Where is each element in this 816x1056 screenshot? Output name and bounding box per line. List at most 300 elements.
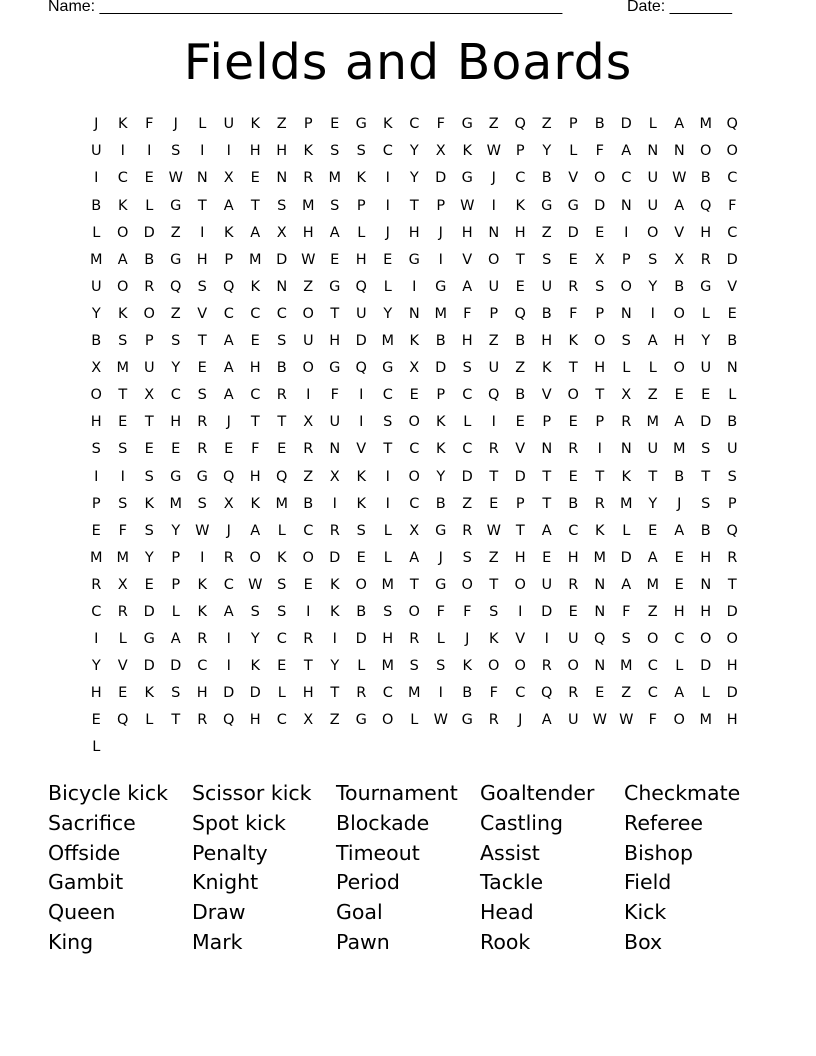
grid-letter[interactable]: N: [594, 576, 606, 593]
grid-letter[interactable]: O: [355, 576, 367, 593]
grid-letter[interactable]: K: [197, 576, 207, 593]
grid-letter[interactable]: B: [594, 116, 605, 133]
grid-letter[interactable]: S: [383, 414, 393, 431]
grid-letter[interactable]: U: [647, 170, 659, 187]
grid-letter[interactable]: W: [672, 170, 687, 187]
grid-letter[interactable]: T: [171, 712, 181, 729]
grid-letter[interactable]: Y: [330, 658, 340, 675]
grid-letter[interactable]: F: [118, 522, 127, 539]
grid-letter[interactable]: J: [226, 522, 231, 539]
grid-letter[interactable]: W: [168, 170, 183, 187]
name-field-label[interactable]: Name: ____________________________________________________: [48, 0, 563, 15]
grid-letter[interactable]: T: [303, 658, 313, 675]
grid-letter[interactable]: Z: [541, 116, 552, 133]
grid-letter[interactable]: C: [382, 387, 393, 404]
grid-letter[interactable]: T: [595, 387, 605, 404]
grid-letter[interactable]: S: [462, 549, 472, 566]
grid-letter[interactable]: C: [568, 522, 579, 539]
grid-letter[interactable]: X: [435, 143, 446, 160]
grid-letter[interactable]: S: [144, 468, 154, 485]
grid-letter[interactable]: S: [277, 197, 287, 214]
grid-letter[interactable]: K: [250, 278, 260, 295]
grid-letter[interactable]: U: [90, 143, 102, 160]
grid-letter[interactable]: R: [409, 631, 420, 648]
grid-letter[interactable]: O: [143, 305, 155, 322]
grid-letter[interactable]: F: [463, 305, 472, 322]
grid-letter[interactable]: W: [195, 522, 210, 539]
grid-letter[interactable]: H: [461, 333, 473, 350]
grid-letter[interactable]: W: [592, 712, 607, 729]
grid-letter[interactable]: U: [223, 116, 235, 133]
grid-letter[interactable]: E: [489, 495, 499, 512]
grid-letter[interactable]: D: [223, 685, 235, 702]
grid-letter[interactable]: C: [647, 658, 658, 675]
grid-letter[interactable]: L: [622, 522, 631, 539]
grid-letter[interactable]: Y: [542, 143, 552, 160]
grid-letter[interactable]: C: [727, 170, 738, 187]
grid-letter[interactable]: K: [144, 495, 154, 512]
grid-letter[interactable]: A: [621, 576, 632, 593]
grid-letter[interactable]: L: [728, 387, 737, 404]
grid-letter[interactable]: M: [381, 333, 394, 350]
grid-letter[interactable]: O: [408, 414, 420, 431]
grid-letter[interactable]: A: [223, 197, 234, 214]
grid-letter[interactable]: T: [383, 441, 393, 458]
grid-letter[interactable]: O: [673, 305, 685, 322]
grid-letter[interactable]: Y: [144, 549, 154, 566]
grid-letter[interactable]: Y: [171, 360, 181, 377]
grid-letter[interactable]: O: [117, 224, 129, 241]
grid-letter[interactable]: P: [621, 251, 631, 268]
grid-letter[interactable]: P: [224, 251, 234, 268]
grid-letter[interactable]: I: [624, 224, 629, 241]
grid-letter[interactable]: L: [118, 631, 127, 648]
grid-letter[interactable]: E: [250, 333, 260, 350]
grid-letter[interactable]: N: [488, 224, 500, 241]
grid-letter[interactable]: I: [438, 251, 443, 268]
grid-letter[interactable]: X: [91, 360, 102, 377]
grid-letter[interactable]: O: [673, 712, 685, 729]
grid-letter[interactable]: I: [200, 143, 205, 160]
grid-letter[interactable]: S: [621, 631, 631, 648]
grid-letter[interactable]: T: [701, 468, 711, 485]
grid-letter[interactable]: H: [249, 468, 261, 485]
grid-letter[interactable]: E: [118, 414, 128, 431]
grid-letter[interactable]: C: [250, 387, 261, 404]
grid-letter[interactable]: S: [171, 333, 181, 350]
grid-letter[interactable]: T: [648, 468, 658, 485]
grid-letter[interactable]: P: [171, 549, 181, 566]
grid-letter[interactable]: X: [594, 251, 605, 268]
grid-letter[interactable]: X: [409, 360, 420, 377]
grid-letter[interactable]: K: [462, 143, 472, 160]
grid-letter[interactable]: D: [170, 658, 182, 675]
grid-letter[interactable]: Y: [91, 305, 101, 322]
grid-letter[interactable]: K: [144, 685, 154, 702]
grid-letter[interactable]: V: [117, 658, 128, 675]
grid-letter[interactable]: L: [622, 360, 631, 377]
grid-letter[interactable]: E: [515, 278, 525, 295]
grid-letter[interactable]: K: [117, 305, 128, 322]
grid-letter[interactable]: C: [409, 495, 420, 512]
grid-letter[interactable]: O: [567, 658, 579, 675]
grid-letter[interactable]: H: [170, 414, 182, 431]
grid-letter[interactable]: H: [196, 685, 208, 702]
grid-letter[interactable]: S: [489, 603, 499, 620]
grid-letter[interactable]: E: [303, 576, 313, 593]
grid-letter[interactable]: K: [303, 143, 313, 160]
grid-letter[interactable]: A: [409, 549, 420, 566]
grid-letter[interactable]: C: [515, 685, 526, 702]
grid-letter[interactable]: O: [382, 712, 394, 729]
grid-letter[interactable]: B: [91, 197, 102, 214]
grid-letter[interactable]: S: [330, 143, 340, 160]
grid-letter[interactable]: S: [197, 278, 207, 295]
grid-letter[interactable]: T: [515, 522, 525, 539]
grid-letter[interactable]: T: [409, 576, 419, 593]
grid-letter[interactable]: E: [515, 414, 525, 431]
grid-letter[interactable]: L: [171, 603, 180, 620]
grid-letter[interactable]: C: [621, 170, 632, 187]
grid-letter[interactable]: E: [118, 685, 128, 702]
grid-letter[interactable]: S: [595, 278, 605, 295]
grid-letter[interactable]: S: [118, 495, 128, 512]
grid-letter[interactable]: H: [382, 631, 394, 648]
grid-letter[interactable]: A: [674, 685, 685, 702]
grid-letter[interactable]: T: [118, 387, 128, 404]
grid-letter[interactable]: Z: [170, 305, 181, 322]
grid-letter[interactable]: X: [409, 522, 420, 539]
grid-letter[interactable]: G: [435, 576, 447, 593]
grid-letter[interactable]: I: [226, 143, 231, 160]
grid-letter[interactable]: B: [727, 414, 738, 431]
grid-letter[interactable]: T: [489, 468, 499, 485]
grid-letter[interactable]: I: [385, 495, 390, 512]
grid-letter[interactable]: H: [461, 224, 473, 241]
grid-letter[interactable]: Q: [726, 522, 738, 539]
grid-letter[interactable]: C: [727, 224, 738, 241]
grid-letter[interactable]: Y: [409, 143, 419, 160]
grid-letter[interactable]: S: [648, 251, 658, 268]
grid-letter[interactable]: G: [461, 712, 473, 729]
grid-letter[interactable]: X: [621, 387, 632, 404]
grid-letter[interactable]: S: [436, 658, 446, 675]
grid-letter[interactable]: W: [486, 522, 501, 539]
grid-letter[interactable]: B: [727, 333, 738, 350]
grid-letter[interactable]: R: [568, 576, 579, 593]
grid-letter[interactable]: M: [619, 495, 633, 512]
grid-letter[interactable]: S: [409, 658, 419, 675]
grid-letter[interactable]: U: [700, 360, 712, 377]
grid-letter[interactable]: E: [674, 549, 684, 566]
grid-letter[interactable]: D: [620, 549, 632, 566]
grid-letter[interactable]: V: [515, 441, 526, 458]
grid-letter[interactable]: B: [91, 333, 102, 350]
grid-letter[interactable]: U: [726, 441, 738, 458]
grid-letter[interactable]: T: [250, 414, 260, 431]
grid-letter[interactable]: S: [91, 441, 101, 458]
grid-letter[interactable]: Q: [514, 305, 526, 322]
grid-letter[interactable]: L: [383, 522, 392, 539]
grid-letter[interactable]: A: [541, 712, 552, 729]
grid-letter[interactable]: K: [621, 468, 631, 485]
grid-letter[interactable]: T: [542, 495, 552, 512]
grid-letter[interactable]: T: [277, 414, 287, 431]
grid-letter[interactable]: B: [435, 495, 446, 512]
grid-letter[interactable]: S: [727, 468, 737, 485]
grid-letter[interactable]: A: [674, 522, 685, 539]
grid-letter[interactable]: F: [595, 143, 604, 160]
grid-letter[interactable]: T: [515, 251, 525, 268]
grid-letter[interactable]: T: [409, 197, 419, 214]
grid-letter[interactable]: J: [465, 631, 470, 648]
grid-letter[interactable]: K: [250, 495, 260, 512]
grid-letter[interactable]: O: [514, 576, 526, 593]
grid-letter[interactable]: Q: [355, 360, 367, 377]
grid-letter[interactable]: I: [438, 685, 443, 702]
grid-letter[interactable]: J: [173, 116, 178, 133]
grid-letter[interactable]: E: [144, 576, 154, 593]
grid-letter[interactable]: O: [726, 143, 738, 160]
grid-letter[interactable]: I: [200, 549, 205, 566]
grid-letter[interactable]: K: [594, 522, 605, 539]
grid-letter[interactable]: P: [436, 387, 446, 404]
grid-letter[interactable]: B: [356, 603, 367, 620]
grid-letter[interactable]: W: [460, 197, 475, 214]
grid-letter[interactable]: P: [91, 495, 101, 512]
grid-letter[interactable]: D: [541, 603, 553, 620]
grid-letter[interactable]: A: [674, 414, 685, 431]
grid-letter[interactable]: I: [518, 603, 523, 620]
grid-letter[interactable]: K: [250, 658, 260, 675]
grid-letter[interactable]: R: [568, 685, 579, 702]
grid-letter[interactable]: Z: [647, 603, 658, 620]
grid-letter[interactable]: Q: [223, 468, 235, 485]
grid-letter[interactable]: L: [198, 116, 207, 133]
grid-letter[interactable]: D: [249, 685, 261, 702]
grid-letter[interactable]: A: [223, 387, 234, 404]
grid-letter[interactable]: K: [356, 495, 366, 512]
grid-letter[interactable]: M: [593, 549, 606, 566]
grid-letter[interactable]: L: [92, 224, 101, 241]
grid-letter[interactable]: O: [673, 360, 685, 377]
grid-letter[interactable]: O: [567, 387, 579, 404]
grid-letter[interactable]: R: [621, 414, 632, 431]
grid-letter[interactable]: R: [117, 603, 128, 620]
grid-letter[interactable]: N: [620, 197, 632, 214]
grid-letter[interactable]: V: [197, 305, 208, 322]
grid-letter[interactable]: Z: [488, 333, 499, 350]
grid-letter[interactable]: A: [647, 333, 658, 350]
grid-letter[interactable]: E: [224, 441, 234, 458]
grid-letter[interactable]: I: [332, 495, 337, 512]
grid-letter[interactable]: B: [515, 333, 526, 350]
grid-letter[interactable]: N: [620, 441, 632, 458]
grid-letter[interactable]: E: [568, 468, 578, 485]
grid-letter[interactable]: O: [726, 631, 738, 648]
grid-letter[interactable]: B: [144, 251, 155, 268]
grid-letter[interactable]: D: [329, 549, 341, 566]
grid-letter[interactable]: U: [567, 631, 579, 648]
grid-letter[interactable]: D: [276, 251, 288, 268]
grid-letter[interactable]: E: [383, 251, 393, 268]
grid-letter[interactable]: V: [674, 224, 685, 241]
grid-letter[interactable]: P: [356, 197, 366, 214]
grid-letter[interactable]: I: [306, 603, 311, 620]
grid-letter[interactable]: O: [620, 278, 632, 295]
grid-letter[interactable]: I: [359, 387, 364, 404]
grid-letter[interactable]: R: [223, 549, 234, 566]
grid-letter[interactable]: E: [542, 549, 552, 566]
grid-letter[interactable]: L: [357, 658, 366, 675]
grid-letter[interactable]: C: [674, 631, 685, 648]
grid-letter[interactable]: I: [544, 631, 549, 648]
grid-letter[interactable]: X: [223, 170, 234, 187]
grid-letter[interactable]: T: [144, 414, 154, 431]
grid-letter[interactable]: D: [726, 603, 738, 620]
grid-letter[interactable]: C: [170, 387, 181, 404]
grid-letter[interactable]: S: [118, 333, 128, 350]
grid-letter[interactable]: Z: [541, 224, 552, 241]
grid-letter[interactable]: H: [90, 685, 102, 702]
grid-letter[interactable]: Y: [91, 658, 101, 675]
grid-letter[interactable]: K: [329, 576, 340, 593]
grid-letter[interactable]: D: [355, 333, 367, 350]
grid-letter[interactable]: R: [700, 251, 711, 268]
grid-letter[interactable]: H: [196, 251, 208, 268]
grid-letter[interactable]: J: [677, 495, 682, 512]
grid-letter[interactable]: E: [197, 360, 207, 377]
grid-letter[interactable]: C: [462, 387, 473, 404]
grid-letter[interactable]: D: [435, 170, 447, 187]
grid-letter[interactable]: L: [436, 631, 445, 648]
grid-letter[interactable]: K: [435, 414, 446, 431]
grid-letter[interactable]: K: [541, 360, 552, 377]
grid-letter[interactable]: L: [463, 414, 472, 431]
grid-letter[interactable]: Z: [329, 712, 340, 729]
grid-letter[interactable]: L: [648, 360, 657, 377]
grid-letter[interactable]: E: [409, 387, 419, 404]
grid-letter[interactable]: Z: [303, 278, 314, 295]
grid-letter[interactable]: S: [356, 143, 366, 160]
grid-letter[interactable]: H: [249, 712, 261, 729]
grid-letter[interactable]: E: [330, 116, 340, 133]
grid-letter[interactable]: T: [595, 468, 605, 485]
grid-letter[interactable]: B: [435, 333, 446, 350]
grid-letter[interactable]: H: [541, 333, 553, 350]
grid-letter[interactable]: S: [197, 387, 207, 404]
grid-letter[interactable]: T: [197, 197, 207, 214]
grid-letter[interactable]: R: [197, 712, 208, 729]
grid-letter[interactable]: D: [726, 251, 738, 268]
grid-letter[interactable]: K: [515, 197, 525, 214]
grid-letter[interactable]: K: [329, 603, 340, 620]
grid-letter[interactable]: E: [91, 522, 101, 539]
grid-letter[interactable]: U: [567, 712, 579, 729]
grid-letter[interactable]: U: [647, 441, 659, 458]
grid-letter[interactable]: A: [223, 603, 234, 620]
grid-letter[interactable]: H: [673, 603, 685, 620]
grid-letter[interactable]: I: [491, 197, 496, 214]
grid-letter[interactable]: M: [116, 549, 129, 566]
grid-letter[interactable]: S: [277, 576, 287, 593]
grid-letter[interactable]: P: [595, 305, 605, 322]
grid-letter[interactable]: S: [542, 251, 552, 268]
grid-letter[interactable]: S: [621, 333, 631, 350]
grid-letter[interactable]: F: [463, 603, 472, 620]
grid-letter[interactable]: M: [89, 251, 103, 268]
grid-letter[interactable]: P: [727, 495, 737, 512]
grid-letter[interactable]: G: [329, 278, 341, 295]
grid-letter[interactable]: X: [144, 387, 155, 404]
grid-letter[interactable]: P: [595, 414, 605, 431]
grid-letter[interactable]: K: [382, 116, 393, 133]
grid-letter[interactable]: K: [409, 333, 419, 350]
grid-letter[interactable]: Q: [514, 116, 526, 133]
grid-letter[interactable]: M: [699, 116, 712, 133]
grid-letter[interactable]: U: [355, 305, 367, 322]
grid-letter[interactable]: Y: [436, 468, 446, 485]
grid-letter[interactable]: P: [515, 495, 525, 512]
grid-letter[interactable]: S: [277, 603, 287, 620]
grid-letter[interactable]: G: [408, 251, 420, 268]
grid-letter[interactable]: E: [171, 441, 181, 458]
grid-letter[interactable]: B: [541, 170, 552, 187]
grid-letter[interactable]: L: [277, 522, 286, 539]
grid-letter[interactable]: G: [461, 116, 473, 133]
grid-letter[interactable]: O: [488, 251, 500, 268]
grid-letter[interactable]: F: [489, 685, 498, 702]
date-field-label[interactable]: Date: _______: [627, 0, 732, 15]
grid-letter[interactable]: R: [329, 522, 340, 539]
grid-letter[interactable]: R: [91, 576, 102, 593]
grid-letter[interactable]: S: [171, 685, 181, 702]
grid-letter[interactable]: V: [568, 170, 579, 187]
grid-letter[interactable]: A: [170, 631, 181, 648]
grid-letter[interactable]: C: [382, 143, 393, 160]
grid-letter[interactable]: T: [330, 685, 340, 702]
grid-letter[interactable]: C: [276, 305, 287, 322]
grid-letter[interactable]: M: [89, 549, 103, 566]
grid-letter[interactable]: K: [117, 197, 128, 214]
grid-letter[interactable]: U: [302, 333, 314, 350]
grid-letter[interactable]: C: [223, 576, 234, 593]
grid-letter[interactable]: X: [276, 224, 287, 241]
grid-letter[interactable]: R: [594, 495, 605, 512]
grid-letter[interactable]: V: [356, 441, 367, 458]
grid-letter[interactable]: F: [569, 305, 578, 322]
grid-letter[interactable]: L: [569, 143, 578, 160]
grid-letter[interactable]: A: [674, 197, 685, 214]
grid-letter[interactable]: Z: [303, 468, 314, 485]
grid-letter[interactable]: S: [701, 441, 711, 458]
grid-letter[interactable]: D: [700, 414, 712, 431]
grid-letter[interactable]: D: [435, 360, 447, 377]
grid-letter[interactable]: E: [568, 414, 578, 431]
grid-letter[interactable]: A: [117, 251, 128, 268]
grid-letter[interactable]: O: [700, 631, 712, 648]
grid-letter[interactable]: G: [700, 278, 712, 295]
grid-letter[interactable]: K: [435, 441, 446, 458]
grid-letter[interactable]: B: [674, 278, 685, 295]
grid-letter[interactable]: R: [197, 414, 208, 431]
grid-letter[interactable]: L: [675, 658, 684, 675]
grid-letter[interactable]: A: [462, 278, 473, 295]
grid-letter[interactable]: D: [567, 224, 579, 241]
grid-letter[interactable]: M: [169, 495, 182, 512]
grid-letter[interactable]: R: [303, 441, 314, 458]
grid-letter[interactable]: S: [171, 143, 181, 160]
